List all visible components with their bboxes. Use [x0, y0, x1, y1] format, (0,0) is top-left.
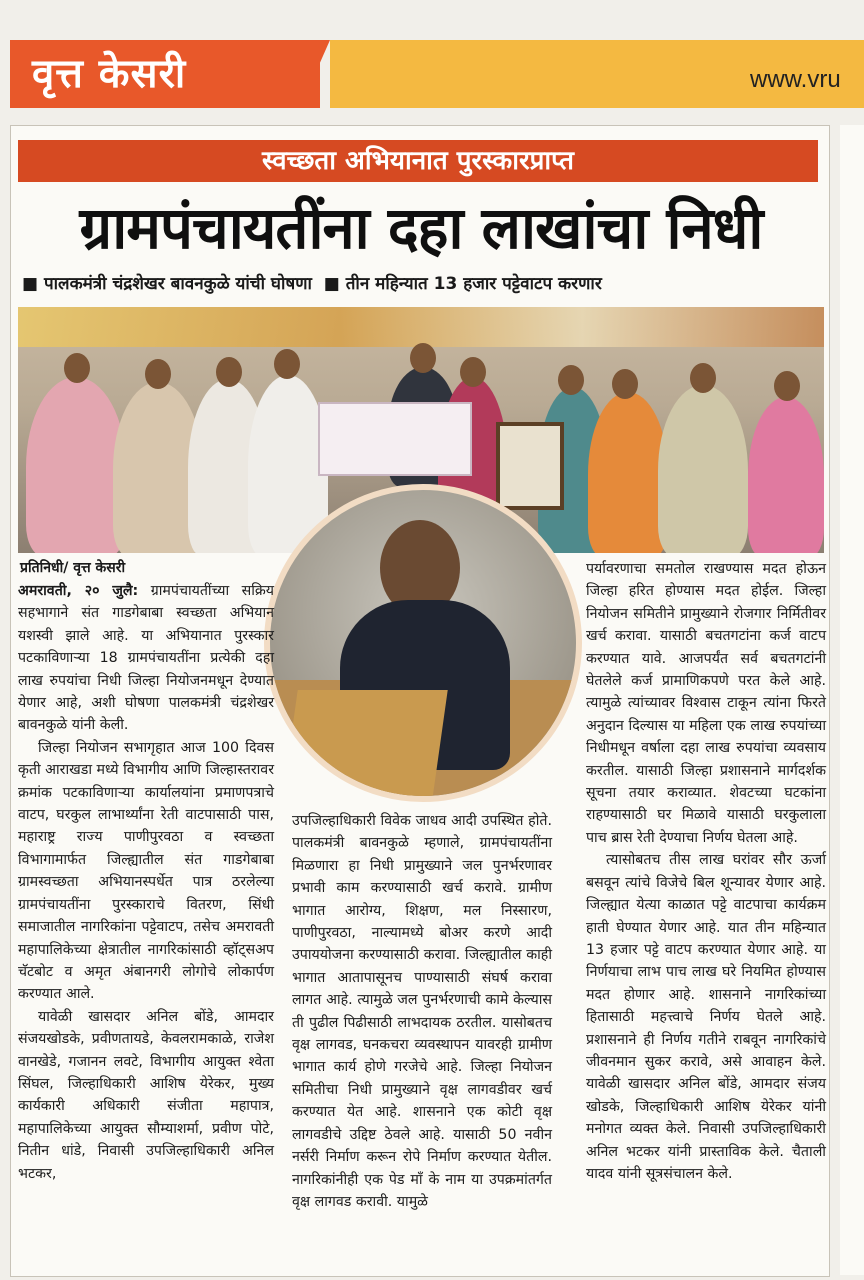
masthead-slant — [300, 40, 330, 108]
subhead-1: पालकमंत्री चंद्रशेखर बावनकुळे यांची घोषणा — [43, 274, 312, 294]
article-column-1 — [18, 580, 274, 1185]
award-plaque — [496, 422, 564, 510]
article-column-3 — [586, 558, 826, 1185]
article-byline: प्रतिनिधी/ वृत्त केसरी — [20, 560, 126, 576]
cheque-board — [318, 402, 472, 476]
article-paragraph: पर्यावरणाचा समतोल राखण्यास मदत होऊन जिल्हा हरित होण्यास मदत होईल. जिल्हा नियोजन समितीने प्रामुख्याने रोजगार निर्मितीवर खर्च करावा. यासाठी बचतगटांना कर्ज वाटप करण्यात यावे. आजपर्यंत सर्व बचतगटांनी घेतलेले कर्ज प्रामाणिकपणे परत केले आहे. त्यामुळे त्यांच्यावर विश्वास टाकून त्यांना फिरते अनुदान दिल्यास या महिला एक लाख रुपयांच्या निधीमधून वर्षाला दहा लाख रुपयांचा व्यवसाय करतील. यासाठी जिल्हा प्रशासनाने मार्गदर्शक सूचना तयार कराव्यात. शेवटच्या घटकांना राहण्यासाठी घर मिळावे यासाठी घरकुलाला पाच ब्रास रेती देण्याचा निर्णय घेतला आहे. — [586, 561, 826, 846]
adjacent-column-edge — [840, 125, 864, 1275]
article-column-2 — [292, 810, 552, 1213]
bullet-icon: ■ — [323, 274, 340, 294]
article-paragraph: त्यासोबतच तीस लाख घरांवर सौर ऊर्जा बसवून त्यांचे विजेचे बिल शून्यावर येणार आहे. जिल्ह्यात येत्या काळात पट्टे वाटपाचा कार्यक्रम हाती घेण्यात येणार आहे. यात तीन महिन्यात 13 हजार पट्टे वाटप करण्यात येणार आहे. या निर्णयाचा लाभ पाच लाख घरे नियमित होण्यास मदत होणार आहे. शासनाने नागरिकांच्या हितासाठी महत्त्वाचे निर्णय घेतले आहे. प्रशासनाने ही निर्णय गतीने राबवून नागरिकांचे जीवनमान सुकर करावे, असे आवाहन केले. यावेळी खासदार अनिल बोंडे, आमदार संजय खोडके, जिल्हाधिकारी आशिष येरेकर यांनी मनोगत व्यक्त केले. निवासी उपजिल्हाधिकारी अनिल भटकर यांनी प्रास्ताविक केले. चैताली यादव यांनी सूत्रसंचालन केले. — [586, 852, 826, 1182]
subhead-2: तीन महिन्यात 13 हजार पट्टेवाटप करणार — [345, 274, 602, 294]
article-kicker: स्वच्छता अभियानात पुरस्कारप्राप्त — [18, 140, 818, 182]
article-paragraph: उपजिल्हाधिकारी विवेक जाधव आदी उपस्थित होते. पालकमंत्री बावनकुळे म्हणाले, ग्रामपंचायतींना मिळणारा हा निधी प्रामुख्याने जल पुनर्भरणावर प्रभावी काम करण्यासाठी खर्च करावे. ग्रामीण भागात आरोग्य, शिक्षण, मल निस्सारण, पाणीपुरवठा, नाल्यामध्ये बोअर करणे आदी उपाययोजना करण्यासाठी करावा. जिल्ह्यातील काही भागात आतापासूनच पाण्यासाठी संघर्ष करावा लागत आहे. त्यामुळे जल पुनर्भरणाची कामे केल्यास ती पुढील पिढीसाठी लाभदायक ठरतील. यासोबतच वृक्ष लागवड, घनकचरा व्यवस्थापन यावरही ग्रामीण भागात कार्य होणे गरजेचे आहे. जिल्हा नियोजन समितीचा निधी प्रामुख्याने वृक्ष लागवडीवर खर्च करण्यात येत आहे. शासनाने एक कोटी वृक्ष लागवडीचे उद्दिष्ट ठेवले आहे. यासाठी 50 नवीन नर्सरी निर्माण करून रोपे निर्माण करण्यात येतील. नागरिकांनीही एक पेड माँ के नाम या उपक्रमांतर्गत वृक्ष लागवड करावी. यामुळे — [292, 813, 552, 1210]
article-lead-text: ग्रामपंचायतींच्या सक्रिय सहभागाने संत गाडगेबाबा स्वच्छता अभियान यशस्वी झाले आहे. या अभियानात पुरस्कार पटकाविणाऱ्या 18 ग्रामपंचायतींना प्रत्येकी दहा लाख रुपयांचा निधी जिल्हा नियोजनमधून देण्यात येणार आहे, अशी घोषणा पालकमंत्री चंद्रशेखर बावनकुळे यांनी केली. — [18, 583, 274, 734]
article-paragraph: यावेळी खासदार अनिल बोंडे, आमदार संजयखोडके, प्रवीणतायडे, केवलरामकाळे, राजेश वानखेडे, गजानन लवटे, विभागीय आयुक्त श्वेता सिंघल, जिल्हाधिकारी आशिष येरेकर, मुख्य कार्यकारी अधिकारी संजीता महापात्र, महापालिकेच्या आयुक्त सौम्याशर्मा, प्रवीण पोटे, नितीन धांडे, निवासी उपजिल्हाधिकारी अनिल भटकर, — [18, 1008, 274, 1182]
article-subheads — [22, 272, 822, 296]
article-paragraph: जिल्हा नियोजन सभागृहात आज 100 दिवस कृती आराखडा मध्ये विभागीय आणि जिल्हास्तरावर क्रमांक पटकाविणाऱ्या कार्यालयांना प्रमाणपत्राचे वाटप, घरकुल लाभार्थ्यांना रेती वाटपासाठी पास, महाराष्ट्र राज्य पाणीपुरवठा व स्वच्छता विभागामार्फत जिल्ह्यातील संत गाडगेबाबा ग्रामस्वच्छता अभियानस्पर्धेत पात्र ठरलेल्या ग्रामपंचायतींना पुरस्काराचे वितरण, सिंधी समाजातील नागरिकांना पट्टेवाटप, तसेच अमरावती महापालिकेच्या क्षेत्रातील नागरिकांसाठी व्हॉट्सअप चॅटबोट व अमृत अंबानगरी लोगोचे लोकार्पण करण्यात आले. — [18, 739, 274, 1003]
article-paragraph — [18, 580, 274, 737]
newspaper-title: वृत्त केसरी — [32, 50, 187, 97]
newspaper-url: www.vru — [750, 66, 841, 93]
speaker-inset-photo — [264, 484, 582, 802]
photo-banner — [18, 307, 824, 347]
bullet-icon: ■ — [22, 274, 39, 294]
article-dateline: अमरावती, २० जुलै: — [18, 583, 139, 599]
article-headline: ग्रामपंचायतींना दहा लाखांचा निधी — [79, 194, 763, 262]
